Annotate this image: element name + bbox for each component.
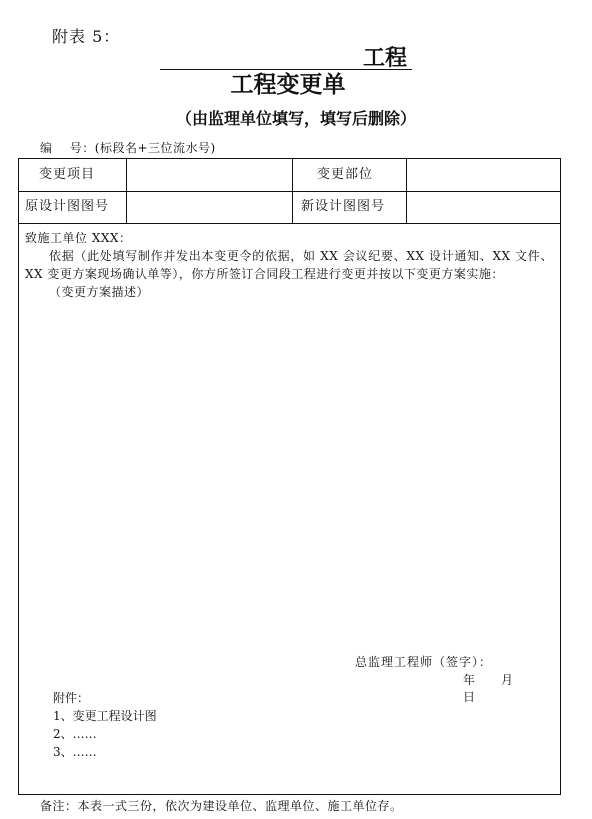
new-drawing-label: 新设计图图号 (301, 199, 386, 214)
attachment-item: 2、…… (53, 727, 97, 741)
document-title (0, 66, 592, 99)
change-item-field[interactable] (127, 159, 291, 191)
serial-number-label: 编 号：(标段名+三位流水号) (40, 141, 216, 155)
change-location-label: 变更部位 (317, 167, 374, 182)
change-item-label: 变更项目 (39, 167, 96, 182)
original-drawing-field[interactable] (127, 191, 291, 223)
attachments-label: 附件： (53, 691, 90, 705)
basis-paragraph: 依据（此处填写制作并发出本变更令的依据，如 XX 会议纪要、XX 设计通知、XX 文件、XX 变更方案现场确认单等），你方所签订合同段工程进行变更并按以下变更方案实施： (25, 249, 553, 281)
chief-engineer-signature: 总监理工程师（签字）： (355, 655, 493, 669)
signature-date (463, 671, 560, 705)
project-suffix: 工程 (363, 45, 408, 71)
change-content (25, 229, 553, 301)
footer-remark: 备注：本表一式三份，依次为建设单位、监理单位、施工单位存。 (40, 799, 403, 813)
row-divider-2 (19, 223, 560, 224)
attachments (53, 689, 157, 761)
document-title-text: 工程变更单 (230, 71, 346, 98)
attachment-item: 1、变更工程设计图 (53, 709, 157, 723)
original-drawing-label: 原设计图图号 (25, 199, 110, 214)
addressee: 致施工单位 XXX： (25, 231, 132, 245)
new-drawing-field[interactable] (407, 191, 561, 223)
change-description: （变更方案描述） (49, 285, 150, 299)
change-location-field[interactable] (407, 159, 561, 191)
date-month: 月 (501, 673, 514, 687)
document-subtitle: （由监理单位填写，填写后删除） (175, 109, 416, 128)
col-divider-2 (292, 159, 293, 223)
appendix-label: 附表 5： (52, 27, 121, 46)
date-day: 日 (463, 690, 476, 704)
change-order-form (18, 158, 561, 795)
attachment-item: 3、…… (53, 745, 97, 759)
date-year: 年 (463, 673, 476, 687)
